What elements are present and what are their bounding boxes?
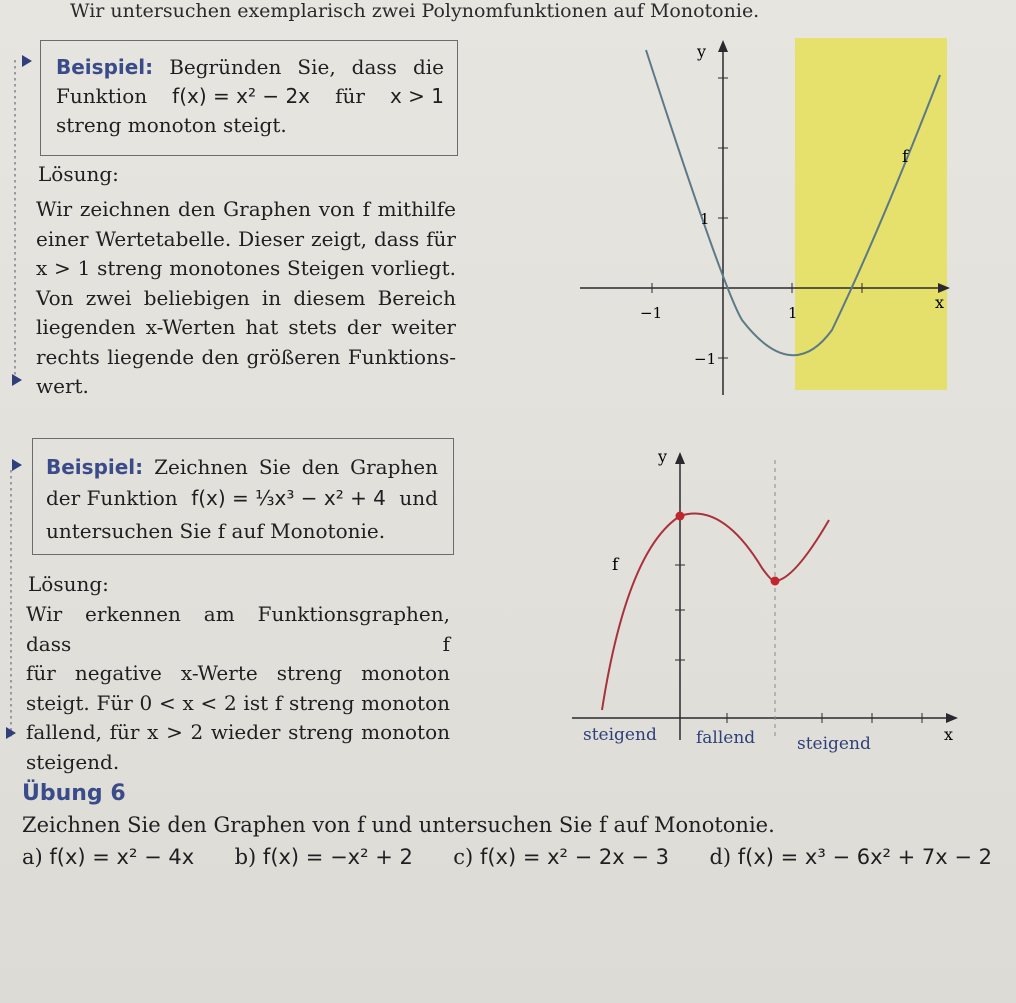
graph1-highlight-region: [795, 38, 947, 390]
example2-label: Beispiel:: [46, 455, 144, 479]
example1-solution: Wir zeichnen den Graphen von f mithilfe einer Wertetabelle. Dieser zeigt, dass für x > 1 streng monotones Steigen vorliegt. Von zwei beliebigen in diesem Bereich liegenden x-Werten hat stets der weiter rechts liegende den größeren Funktions- wert.: [36, 197, 456, 398]
exercise-instruction: Zeichnen Sie den Graphen von f und untersuchen Sie f auf Monotonie.: [22, 813, 775, 837]
arrow-marker-icon: [22, 55, 32, 67]
exercise-item-b: b) f(x) = −x² + 2: [234, 845, 413, 869]
exercise-item-a: a) f(x) = x² − 4x: [22, 845, 195, 869]
example1-task-line1: Beispiel: Begründen Sie, dass die: [56, 55, 444, 79]
graph2-region-label: steigend: [583, 725, 657, 745]
arrow-marker-icon: [12, 374, 22, 386]
example1-solution-title: Lösung:: [38, 162, 119, 186]
example1-label: Beispiel:: [56, 55, 154, 79]
graph1-tick-label: 1: [700, 210, 710, 228]
graph2-axis-x-label: x: [944, 725, 954, 744]
graph1-tick-label: −1: [694, 350, 717, 368]
graph2-region-label: fallend: [696, 728, 756, 748]
example2-task-line3: untersuchen Sie f auf Monotonie.: [46, 519, 386, 543]
intro-text: Wir untersuchen exemplarisch zwei Polynomfunktionen auf Monotonie.: [70, 0, 760, 22]
graph1-y-arrow-icon: [718, 40, 728, 52]
graph2-y-arrow-icon: [675, 452, 685, 464]
example2-task-line1: Beispiel: Zeichnen Sie den Graphen: [46, 455, 439, 479]
graph2-curve-label: f: [612, 555, 619, 575]
graph1-curve-label: f: [902, 147, 909, 167]
example1-task-line2: Funktion f(x) = x² − 2x für x > 1: [56, 82, 444, 111]
exercise-item-c: c) f(x) = x² − 2x − 3: [453, 845, 669, 869]
graph2-region-label: steigend: [797, 734, 871, 754]
graph1-tick-label: −1: [640, 304, 663, 322]
example2-solution: Wir erkennen am Funktionsgraphen, dass f für negative x-Werte streng monoton steigt. Für 0 < x < 2 ist f streng monoton fallend, für x > 2 wieder streng monoton steigend.: [26, 602, 450, 774]
graph2-axis-y-label: y: [658, 447, 668, 466]
graph2-x-arrow-icon: [946, 713, 958, 723]
margin-dots: [14, 60, 16, 380]
exercise-items: [22, 845, 992, 869]
graph2-minimum-point: [771, 577, 780, 586]
graph1: [580, 30, 970, 400]
margin-dots: [10, 470, 12, 740]
example2-formula: f(x) = ⅓x³ − x² + 4: [191, 486, 386, 510]
exercise-title: Übung 6: [22, 781, 126, 806]
example2-solution-title: Lösung:: [28, 572, 109, 596]
graph1-tick-label: 1: [788, 304, 798, 322]
graph2-maximum-point: [676, 512, 685, 521]
graph2-curve: [602, 514, 829, 710]
example1-formula: f(x) = x² − 2x: [172, 84, 311, 108]
exercise-item-d: d) f(x) = x³ − 6x² + 7x − 2: [709, 845, 992, 869]
graph1-axis-x-label: x: [935, 293, 945, 312]
graph2: [572, 440, 972, 760]
example1-task-line3: streng monoton steigt.: [56, 113, 287, 137]
arrow-marker-icon: [12, 459, 22, 471]
graph1-axis-y-label: y: [697, 42, 707, 61]
arrow-marker-icon: [6, 727, 16, 739]
example2-task-line2: der Funktion f(x) = ⅓x³ − x² + 4 und: [46, 484, 438, 513]
